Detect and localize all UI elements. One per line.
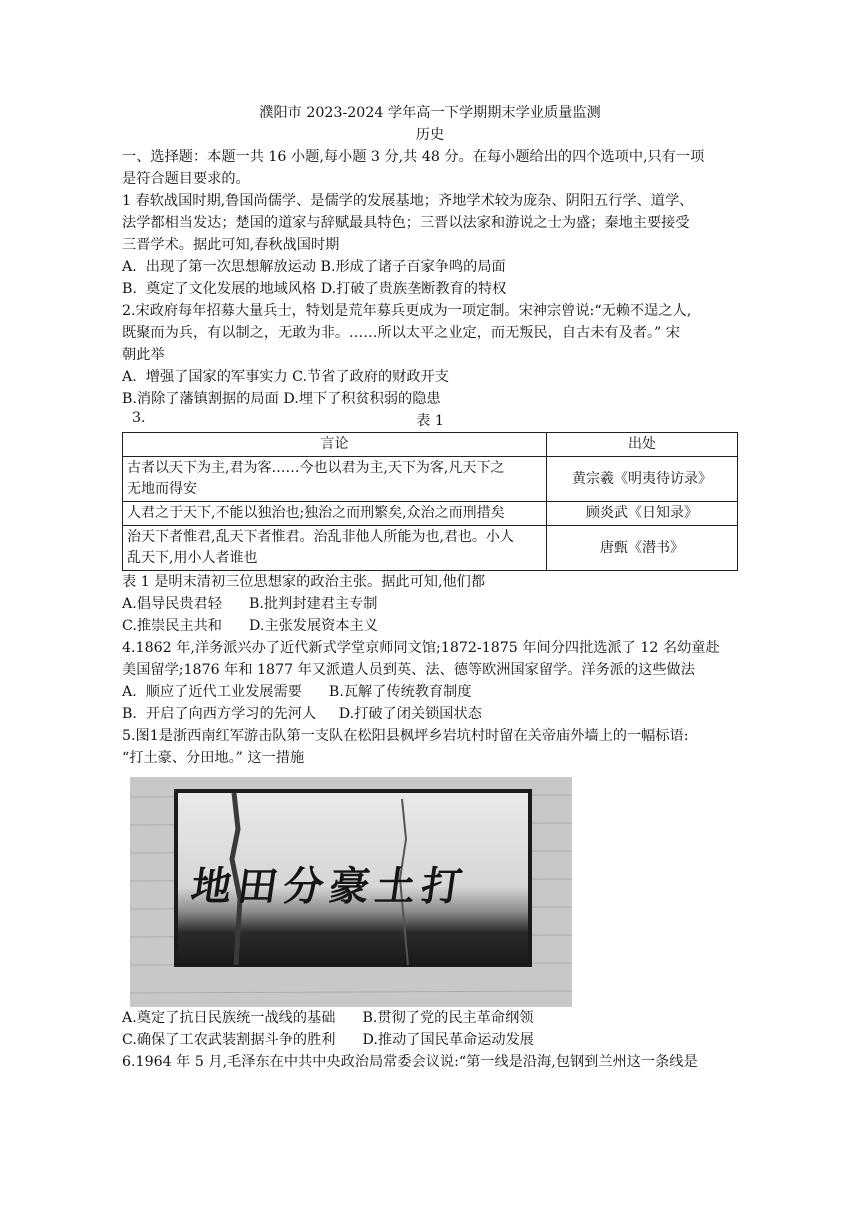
source-cell: 黄宗羲《明夷待访录》 (547, 457, 738, 502)
quote-cell: 人君之于天下,不能以独治也;独治之而刑繁矣,众治之而刑措矣 (123, 502, 547, 526)
q2-stem-line-2: 既聚而为兵，有以制之，无敢为非。……所以太平之业定，而无叛民，自古未有及者。” 宋 (122, 325, 680, 341)
exam-title: 濮阳市 2023-2024 学年高一下学期期末学业质量监测 (259, 105, 601, 121)
table-caption: 表 1 (416, 413, 444, 429)
quote-text-line-1: 古者以天下为主,君为客……今也以君为主,天下为客,凡天下之 (127, 460, 505, 476)
q3-stem: 表 1 是明末清初三位思想家的政治主张。据此可知,他们都 (122, 574, 486, 590)
q2-options-row-1: A. 增强了国家的军事实力 C.节省了政府的财政开支 (122, 369, 449, 385)
q2-stem-line-1: 2.宋政府每年招募大量兵士，特划是荒年募兵更成为一项定制。宋神宗曾说:“无赖不逞之人, (122, 303, 692, 319)
table-header-row (123, 433, 738, 457)
q1-stem-line-1: 1 春软战国时期,鲁国尚儒学、是儒学的发展基地；齐地学术较为庞杂、阴阳五行学、道学、 (122, 193, 694, 209)
q1-options-row-1: A. 出现了第一次思想解放运动 B.形成了诸子百家争鸣的局面 (122, 259, 506, 275)
q4-options-row-2: B. 开启了向西方学习的先河人 D.打破了闭关锁国状态 (122, 706, 482, 722)
question-1 (122, 190, 738, 300)
q3-options-row-2: C.推崇民主共和 D.主张发展资本主义 (122, 618, 378, 634)
table-row (123, 502, 738, 526)
q4-options-row-1: A. 顺应了近代工业发展需要 B.瓦解了传统教育制度 (122, 684, 472, 700)
source-cell: 顾炎武《日知录》 (547, 502, 738, 526)
table-header-quote: 言论 (123, 433, 547, 457)
table-row (123, 457, 738, 502)
question-5 (122, 725, 738, 1051)
q4-stem-line-1: 4.1862 年,洋务派兴办了近代新式学堂京师同文馆;1872-1875 年间分四批选派了 12 名幼童赴 (122, 640, 720, 656)
quote-text-line-2: 无地而得安 (127, 481, 197, 497)
q1-stem-line-2: 法学都相当发达；楚国的道家与辞赋最具特色；三晋以法家和游说之士为盛；秦地主要接受 (122, 215, 690, 231)
q5-stem-line-2: “打土豪、分田地。” 这一措施 (122, 750, 305, 766)
table-row (123, 526, 738, 571)
q5-options-row-2: C.确保了工农武装割据斗争的胜利 D.推动了国民革命运动发展 (122, 1032, 534, 1048)
q2-options-row-2: B.消除了藩镇割据的局面 D.埋下了积贫积弱的隐患 (122, 391, 441, 407)
q3-number: 3. (132, 410, 146, 426)
quote-cell (123, 526, 547, 571)
quotes-table (122, 432, 738, 571)
question-6 (122, 1051, 738, 1073)
quote-cell (123, 457, 547, 502)
question-4 (122, 637, 738, 725)
q1-options-row-2: B. 奠定了文化发展的地域风格 D.打破了贵族垄断教育的特权 (122, 281, 507, 297)
quote-text-line-1: 治天下者惟君,乱天下者惟君。治乱非他人所能为也,君也。小人 (127, 529, 514, 545)
slogan-text: 地田分豪土打 (188, 864, 471, 910)
question-2 (122, 300, 738, 410)
section-intro-line-2: 是符合题目要求的。 (122, 171, 250, 187)
section-intro-line-1: 一、选择题：本题一共 16 小题,每小题 3 分,共 48 分。在每小题给出的四个选项中,只有一项 (122, 149, 705, 165)
q6-stem-line-1: 6.1964 年 5 月,毛泽东在中共中央政治局常委会议说:“第一线是沿海,包钢到兰州这一条线是 (122, 1054, 698, 1070)
q4-stem-line-2: 美国留学;1876 年和 1877 年又派遣人员到英、法、德等欧洲国家留学。洋务派的这些做法 (122, 662, 695, 678)
source-cell: 唐甄《潜书》 (547, 526, 738, 571)
q5-options-row-1: A.奠定了抗日民族统一战线的基础 B.贯彻了党的民主革命纲领 (122, 1010, 534, 1026)
question-3 (122, 410, 738, 637)
exam-page (122, 100, 738, 1073)
quote-text-line-2: 乱天下,用小人者谁也 (127, 550, 258, 566)
q2-stem-line-3: 朝此举 (122, 347, 165, 363)
subject-label: 历史 (415, 127, 445, 143)
slogan-photo (130, 777, 572, 1007)
table-header-source: 出处 (547, 433, 738, 457)
q3-options-row-1: A.倡导民贵君轻 B.批判封建君主专制 (122, 596, 378, 612)
q1-stem-line-3: 三晋学术。据此可知,春秋战国时期 (122, 237, 340, 253)
q5-stem-line-1: 5.图1是浙西南红军游击队第一支队在松阳县枫坪乡岩坑村时留在关帝庙外墙上的一幅标语: (122, 728, 689, 744)
